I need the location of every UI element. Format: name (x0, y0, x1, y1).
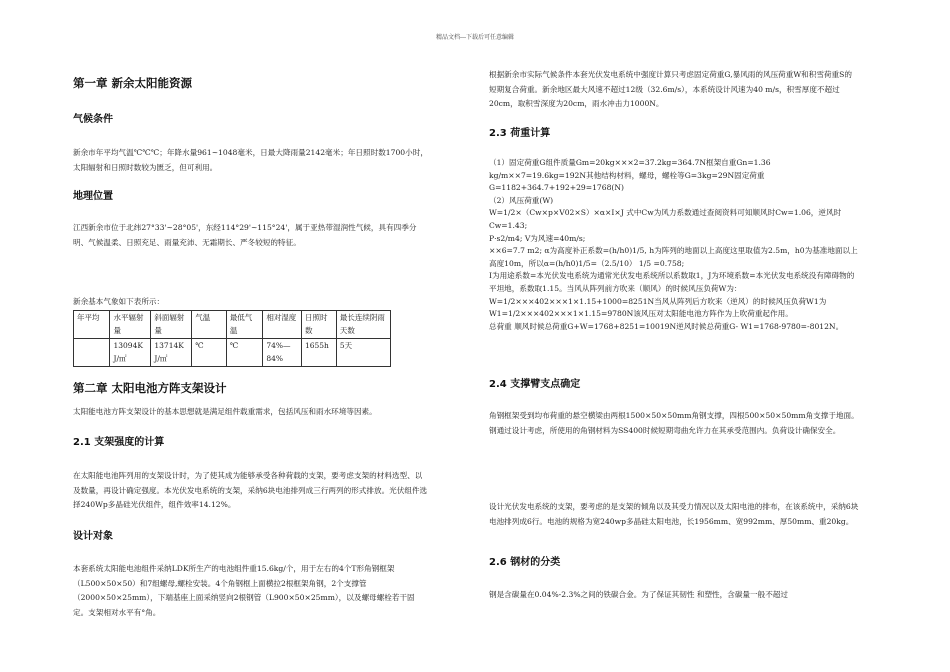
table-cell: 1655h (301, 339, 336, 367)
section-2-3-heading: 2.3 荷重计算 (489, 128, 551, 139)
table-header-cell: 相对湿度 (263, 311, 302, 339)
table-caption: 新余基本气象如下表所示： (73, 297, 165, 306)
table-row (74, 339, 391, 367)
table-header-cell: 日照时数 (301, 311, 336, 339)
page-header-note: 精品文档---下载后可任意编辑 (435, 34, 515, 41)
design-object-heading: 设计对象 (73, 531, 113, 542)
section-2-1-paragraph: 在太阳能电池阵列用的支架设计时，为了使其成为能够承受各种荷载的支架，要考虑支架的材料选型、以及数量，再设计确定强度。本光伏发电系统的支架，采纳6块电池排列成三行两列的形式排放。光伏组件选择240Wp多晶硅光伏组件，组件效率14.12%。 (73, 471, 428, 509)
section-2-6-paragraph: 钢是含碳量在0.04%-2.3%之间的铁碳合金。为了保证其韧性 和塑性，含碳量一般不超过 (489, 590, 788, 599)
chapter-1-title: 第一章 新余太阳能资源 (73, 76, 193, 90)
table-cell: ℃ (192, 339, 227, 367)
design-object-paragraph: 本套系统太阳能电池组件采纳LDK所生产的电池组件重15.6kg/个，用于左右的4个T形角钢框架（L500×50×50）和7组螺母,螺栓安装。4个角钢框上面横拉2根框架角钢，2个支撑管（2000×50×25mm），下端基座上面采纳竖向2根钢管（L900×50×25mm），以及螺母螺栓若干固定。支架相对水平有°角。 (73, 564, 415, 617)
table-header-cell: 气温 (192, 311, 227, 339)
location-heading: 地理位置 (73, 191, 113, 202)
table-cell: 13094K J/㎡ (110, 339, 151, 367)
table-header-cell: 年平均 (74, 311, 110, 339)
location-paragraph: 江西新余市位于北纬27°33'~28°05'，东经114°29'~115°24'，属于亚热带湿润性气候，具有四季分明、气候温柔、日照充足、雨量充沛、无霜期长、严冬较短的特征。 (73, 223, 417, 247)
section-2-6-heading: 2.6 钢材的分类 (489, 557, 561, 568)
table-header-cell: 水平辐射量 (110, 311, 151, 339)
table-cell: ℃ (226, 339, 263, 367)
support-layout-paragraph: 设计光伏发电系统的支架，要考虑的是支架的倾角以及其受力情况以及太阳电池的排布，在该系统中，采纳6块电池排列成6行。电池的规格为宽240wp多晶硅太阳电池，长1956mm、宽992mm、厚50mm、重20kg。 (489, 502, 859, 526)
table-header-cell: 最长连续阴雨天数 (336, 311, 390, 339)
climate-heading: 气候条件 (73, 114, 113, 125)
table-cell: 5天 (336, 339, 390, 367)
table-cell (74, 339, 110, 367)
chapter-2-title: 第二章 太阳电池方阵支架设计 (73, 381, 227, 395)
table-header-cell: 斜面辐射量 (151, 311, 192, 339)
table-cell: 74%—84% (263, 339, 302, 367)
climate-table (73, 310, 391, 367)
load-intro-paragraph: 根据新余市实际气候条件本套光伏发电系统中强度计算只考虑固定荷重G,暴风雨的风压荷重W和积雪荷重S的短期复合荷重。新余地区最大风速不超过12级（32.6m/s），本系统设计风速为40 m/s，积雪厚度不超过20cm，取积雪深度为20cm，雨水冲击力1000N。 (489, 70, 852, 108)
section-2-1-heading: 2.1 支架强度的计算 (73, 437, 165, 448)
section-2-4-heading: 2.4 支撑臂支点确定 (489, 379, 581, 390)
table-cell: 13714K J/㎡ (151, 339, 192, 367)
table-header-row (74, 311, 391, 339)
section-2-4-paragraph: 角钢框架受到均布荷重的悬空横梁由两根1500×50×50mm角钢支撑，四根500×50×50mm角支撑于地面。钢通过设计考虑，所使用的角钢材料为SS400时候短期弯曲允许力在其承受范围内。负荷设计确保安全。 (489, 411, 859, 435)
section-2-3-paragraph: （1）固定荷重G组件质量Gm=20kg×××2=37.2kg=364.7N框架自重Gn=1.36 kg/m××7=19.6kg=192N其他结构材料，螺母，螺栓等G=3kg=29N固定荷重G=1182+364.7+192+29=1768(N) （2）风压荷重(W) W=1/2×（Cw×p×V02×S）×α×I×J 式中Cw为风力系数通过查阅资料可知顺风时Cw=1.06，逆风时Cw=1.43; P·s2/m4; V为风速=40m/s; ××6=7.7 m2; α为高度补正系数=(h/h0)1/5, h为阵列的地面以上高度这里取值为2.5m，h0为基准地面以上高度10m，所以α=(h/h0)1/5=（2.5/10） 1/5 =0.758; I为用途系数=本光伏发电系统为通常光伏发电系统所以系数取1，J为环境系数=本光伏发电系统没有障碍物的平坦地，系数取1.15。当风从阵列前方吹来（顺风）的时候风压负荷W为： W=1/2×××402×××1×1.15+1000=8251N当风从阵列后方吹来（逆风）的时候风压负荷W1为W1=1/2×××402×××1×1.15=9780N该风压对太阳能电池方阵作为上吹荷重起作用。 总荷重 顺风时候总荷重G+W=1768+8251=10019N逆风时候总荷重G- W1=1768-9780=-8012N。 (489, 158, 858, 331)
chapter-2-intro: 太阳能电池方阵支架设计的基本思想就是满足组件载重需求，包括风压和雨水环境等因素。 (73, 407, 377, 416)
table-header-cell: 最低气温 (226, 311, 263, 339)
climate-paragraph: 新余市年平均气温℃℃℃；年降水量961~1048毫米，日最大降雨量2142毫米；年日照时数1700小时，太阳辐射和日照时数较为匮乏，但可利用。 (73, 148, 428, 172)
